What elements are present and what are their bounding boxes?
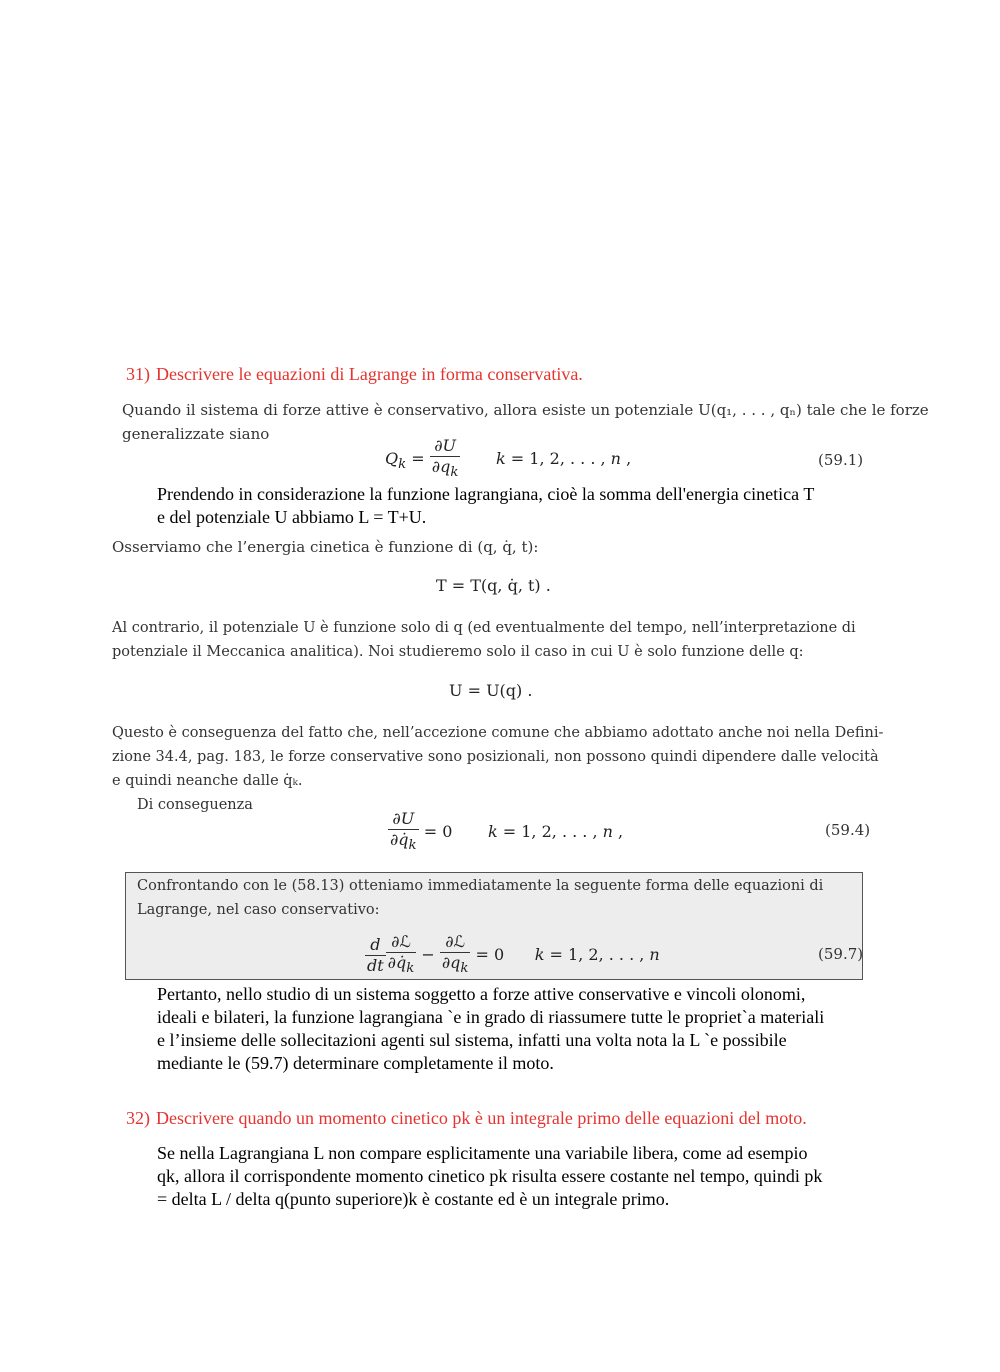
scan-text-line: e quindi neanche dalle q̇ₖ.: [112, 773, 303, 789]
paragraph-line: mediante le (59.7) determinare completamente il moto.: [157, 1053, 554, 1073]
scan-text-line: potenziale il Meccanica analitica). Noi studieremo solo il caso in cui U è solo funzione delle q:: [112, 644, 804, 660]
paragraph-line: = delta L / delta q(punto superiore)k è costante ed è un integrale primo.: [157, 1189, 670, 1209]
question-31-title: [126, 364, 583, 385]
box-text-line: Lagrange, nel caso conservativo:: [137, 902, 380, 918]
equation-number: (59.7): [818, 945, 864, 963]
scan-text-line: Osserviamo che l’energia cinetica è funzione di (q, q̇, t):: [112, 538, 539, 556]
question-32-title: [126, 1108, 807, 1129]
equation-59-4: $\frac{\partial U}{\partial q̇_k}$ = 0 k = 1, 2, . . . , n ,: [390, 809, 624, 854]
scan-text-line: Di conseguenza: [137, 797, 253, 813]
paragraph-line: Prendendo in considerazione la funzione lagrangiana, cioè la somma dell'energia cinetica T: [157, 484, 815, 504]
equation-59-1: $Q_k$ = $\frac{\partial U}{\partial q_k}$ k = 1, 2, . . . , n ,: [385, 436, 632, 481]
scan-text-line: generalizzate siano: [122, 425, 270, 443]
paragraph-line: ideali e bilateri, la funzione lagrangiana `e in grado di riassumere tutte le propriet`a materiali: [157, 1007, 825, 1027]
equation-59-7: $\frac{d}{dt}$ $\frac{\text{∂ℒ}}{\partial q̇_k}$ − $\frac{\text{∂ℒ}}{\partial q_k}$ = 0 k = 1, 2, . . . , n: [367, 932, 660, 977]
equation-kinetic-energy: T = T(q, q̇, t) .: [436, 576, 551, 595]
paragraph-line: e del potenziale U abbiamo L = T+U.: [157, 507, 427, 527]
paragraph-line: Pertanto, nello studio di un sistema soggetto a forze attive conservative e vincoli olonomi,: [157, 984, 806, 1004]
equation-potential: U = U(q) .: [449, 681, 533, 700]
paragraph-line: qk, allora il corrispondente momento cinetico pk risulta essere costante nel tempo, quindi pk: [157, 1166, 823, 1186]
question-32-text: Descrivere quando un momento cinetico pk è un integrale primo delle equazioni del moto.: [156, 1108, 807, 1128]
question-32-number: 32): [126, 1108, 150, 1128]
question-31-text: Descrivere le equazioni di Lagrange in forma conservativa.: [156, 364, 583, 384]
scan-text-line: zione 34.4, pag. 183, le forze conservative sono posizionali, non possono quindi dipendere dalle velocità: [112, 749, 879, 765]
question-31-number: 31): [126, 364, 150, 384]
paragraph-line: e l’insieme delle sollecitazioni agenti sul sistema, infatti una volta nota la L `e possibile: [157, 1030, 787, 1050]
paragraph-line: Se nella Lagrangiana L non compare esplicitamente una variabile libera, come ad esempio: [157, 1143, 808, 1163]
equation-number: (59.1): [818, 451, 864, 469]
scan-text-line: Quando il sistema di forze attive è conservativo, allora esiste un potenziale U(q₁, . . . , qₙ) tale che le forze: [122, 401, 929, 419]
scan-text-line: Al contrario, il potenziale U è funzione solo di q (ed eventualmente del tempo, nell’interpretazione di: [112, 620, 856, 636]
box-text-line: Confrontando con le (58.13) otteniamo immediatamente la seguente forma delle equazioni di: [137, 878, 824, 894]
scan-text-line: Questo è conseguenza del fatto che, nell’accezione comune che abbiamo adottato anche noi nella Defini-: [112, 725, 884, 741]
equation-number: (59.4): [825, 821, 871, 839]
